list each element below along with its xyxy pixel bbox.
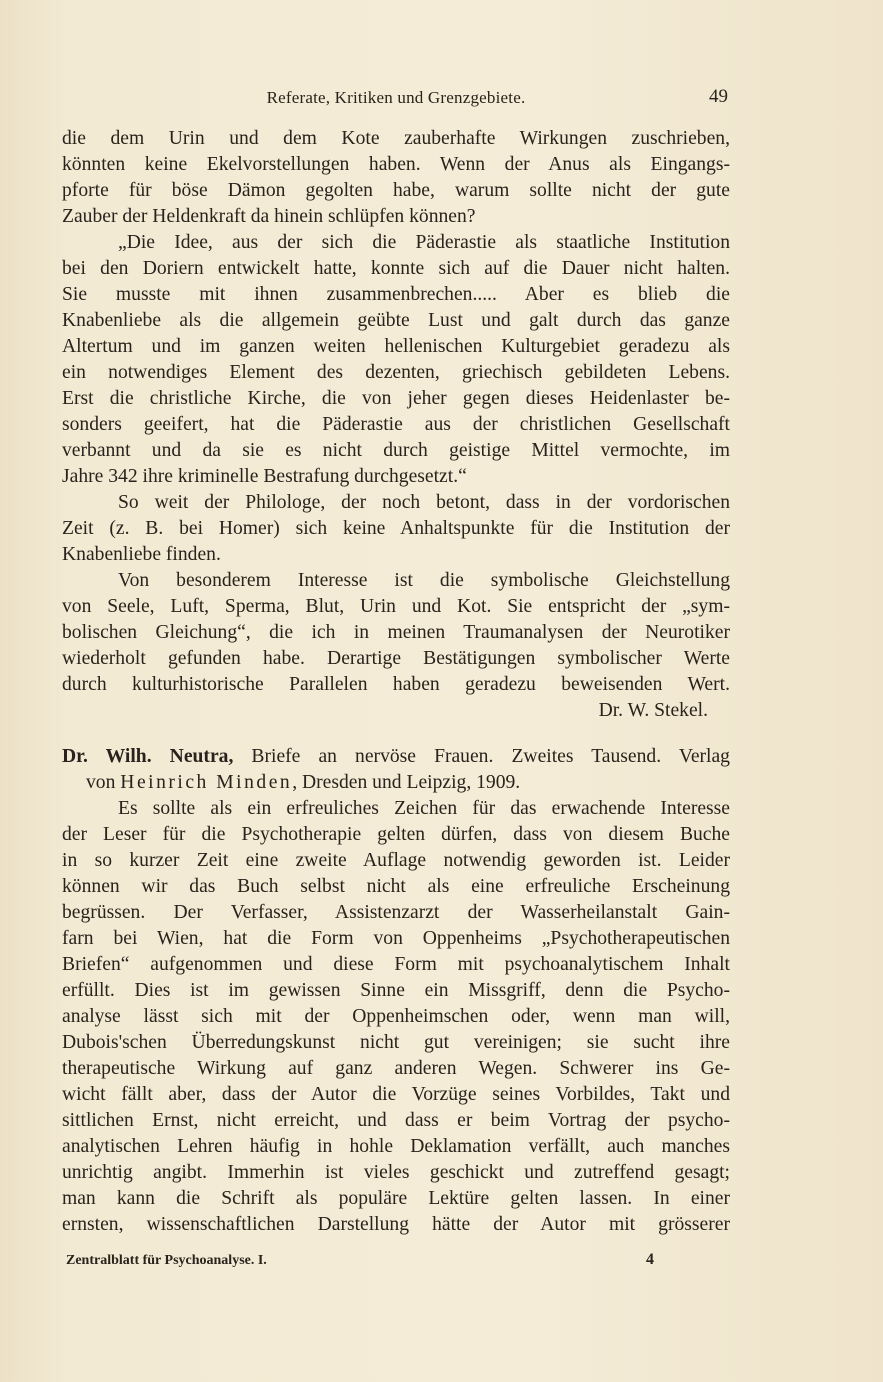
review-title: Briefe an nervöse Frauen. Zweites Tausend. Verlag: [233, 746, 730, 767]
review-text-line: wicht fällt aber, dass der Autor die Vorzüge seines Vorbildes, Takt und: [62, 1084, 730, 1105]
review-heading-line-1: [62, 744, 730, 770]
running-head: Referate, Kritiken und Grenzgebiete.: [266, 88, 526, 107]
body-text-line: die dem Urin und dem Kote zauberhafte Wirkungen zuschrieben,: [62, 128, 730, 149]
review-text-line: Es sollte als ein erfreuliches Zeichen für das erwachende Interesse: [118, 798, 730, 819]
body-text-line: Von besonderem Interesse ist die symbolische Gleichstellung: [118, 570, 730, 591]
body-text-line: Knabenliebe finden.: [62, 544, 221, 565]
review-text-line: analyse lässt sich mit der Oppenheimschen oder, wenn man will,: [62, 1006, 730, 1027]
body-text-line: könnten keine Ekelvorstellungen haben. Wenn der Anus als Eingangs-: [62, 154, 730, 175]
body-text-line: So weit der Philologe, der noch betont, dass in der vordorischen: [118, 492, 730, 513]
review-text-line: erfüllt. Dies ist im gewissen Sinne ein Missgriff, denn die Psycho-: [62, 980, 730, 1001]
body-text-line: wiederholt gefunden habe. Derartige Bestätigungen symbolischer Werte: [62, 648, 730, 669]
body-text-line: bei den Doriern entwickelt hatte, konnte sich auf die Dauer nicht halten.: [62, 258, 730, 279]
body-text-line: Sie musste mit ihnen zusammenbrechen..... Aber es blieb die: [62, 284, 730, 305]
review-publisher-suffix: , Dresden und Leipzig, 1909.: [292, 772, 521, 793]
page-header: [62, 86, 730, 112]
review-heading: [62, 744, 730, 796]
review-text-line: unrichtig angibt. Immerhin ist vieles geschickt und zutreffend gesagt;: [62, 1162, 730, 1183]
body-text-line: Jahre 342 ihre kriminelle Bestrafung durchgesetzt.“: [62, 466, 467, 487]
body-text-line: sonders geeifert, hat die Päderastie aus der christlichen Gesellschaft: [62, 414, 730, 435]
body-text-line: Erst die christliche Kirche, die von jeher gegen dieses Heidenlaster be-: [62, 388, 730, 409]
text-block-neutra-review: [62, 796, 730, 1238]
body-text-line: pforte für böse Dämon gegolten habe, warum sollte nicht der gute: [62, 180, 730, 201]
section-gap: [62, 724, 730, 744]
review-text-line: begrüssen. Der Verfasser, Assistenzarzt der Wasserheilanstalt Gain-: [62, 902, 730, 923]
review-text-line: therapeutische Wirkung auf ganz anderen Wegen. Schwerer ins Ge-: [62, 1058, 730, 1079]
body-text-line: von Seele, Luft, Sperma, Blut, Urin und Kot. Sie entspricht der „sym-: [62, 596, 730, 617]
review-text-line: der Leser für die Psychotherapie gelten dürfen, dass von diesem Buche: [62, 824, 730, 845]
review-text-line: Briefen“ aufgenommen und diese Form mit psychoanalytischem Inhalt: [62, 954, 730, 975]
review-text-line: farn bei Wien, hat die Form von Oppenheims „Psychotherapeutischen: [62, 928, 730, 949]
review-heading-line-2: [62, 770, 730, 796]
review-text-line: sittlichen Ernst, nicht erreicht, und dass er beim Vortrag der psycho-: [62, 1110, 730, 1131]
review-publisher-name: Heinrich Minden: [120, 772, 293, 793]
signature-mark: 4: [646, 1251, 654, 1268]
review-text-line: analytischen Lehren häufig in hohle Deklamation verfällt, auch manches: [62, 1136, 730, 1157]
body-text-line: Zeit (z. B. bei Homer) sich keine Anhaltspunkte für die Institution der: [62, 518, 730, 539]
review-text-line: in so kurzer Zeit eine zweite Auflage notwendig geworden ist. Leider: [62, 850, 730, 871]
journal-footer: Zentralblatt für Psychoanalyse. I.: [66, 1253, 267, 1268]
body-text-line: verbannt und da sie es nicht durch geistige Mittel vermochte, im: [62, 440, 730, 461]
review-author: Dr. Wilh. Neutra,: [62, 746, 234, 767]
body-text-line: Knabenliebe als die allgemein geübte Lust und galt durch das ganze: [62, 310, 730, 331]
text-block-stekel-review: [62, 126, 730, 724]
page-number: 49: [709, 86, 728, 107]
page-footer: [66, 1251, 666, 1273]
review-publisher-prefix: von: [86, 772, 121, 793]
body-text-line: bolischen Gleichung“, die ich in meinen Traumanalysen der Neurotiker: [62, 622, 730, 643]
page-body: [62, 126, 730, 1238]
review-text-line: man kann die Schrift als populäre Lektüre gelten lassen. In einer: [62, 1188, 730, 1209]
review-text-line: können wir das Buch selbst nicht als eine erfreuliche Erscheinung: [62, 876, 730, 897]
body-text-line: „Die Idee, aus der sich die Päderastie als staatliche Institution: [118, 232, 730, 253]
body-text-line: durch kulturhistorische Parallelen haben geradezu beweisenden Wert.: [62, 674, 730, 695]
body-text-line: Altertum und im ganzen weiten hellenischen Kulturgebiet geradezu als: [62, 336, 730, 357]
review-text-line: Dubois'schen Überredungskunst nicht gut vereinigen; sie sucht ihre: [62, 1032, 730, 1053]
signature-line: Dr. W. Stekel.: [598, 700, 708, 721]
review-text-line: ernsten, wissenschaftlichen Darstellung hätte der Autor mit grösserer: [62, 1214, 730, 1235]
body-text-line: Zauber der Heldenkraft da hinein schlüpfen können?: [62, 206, 476, 227]
body-text-line: ein notwendiges Element des dezenten, griechisch gebildeten Lebens.: [62, 362, 730, 383]
